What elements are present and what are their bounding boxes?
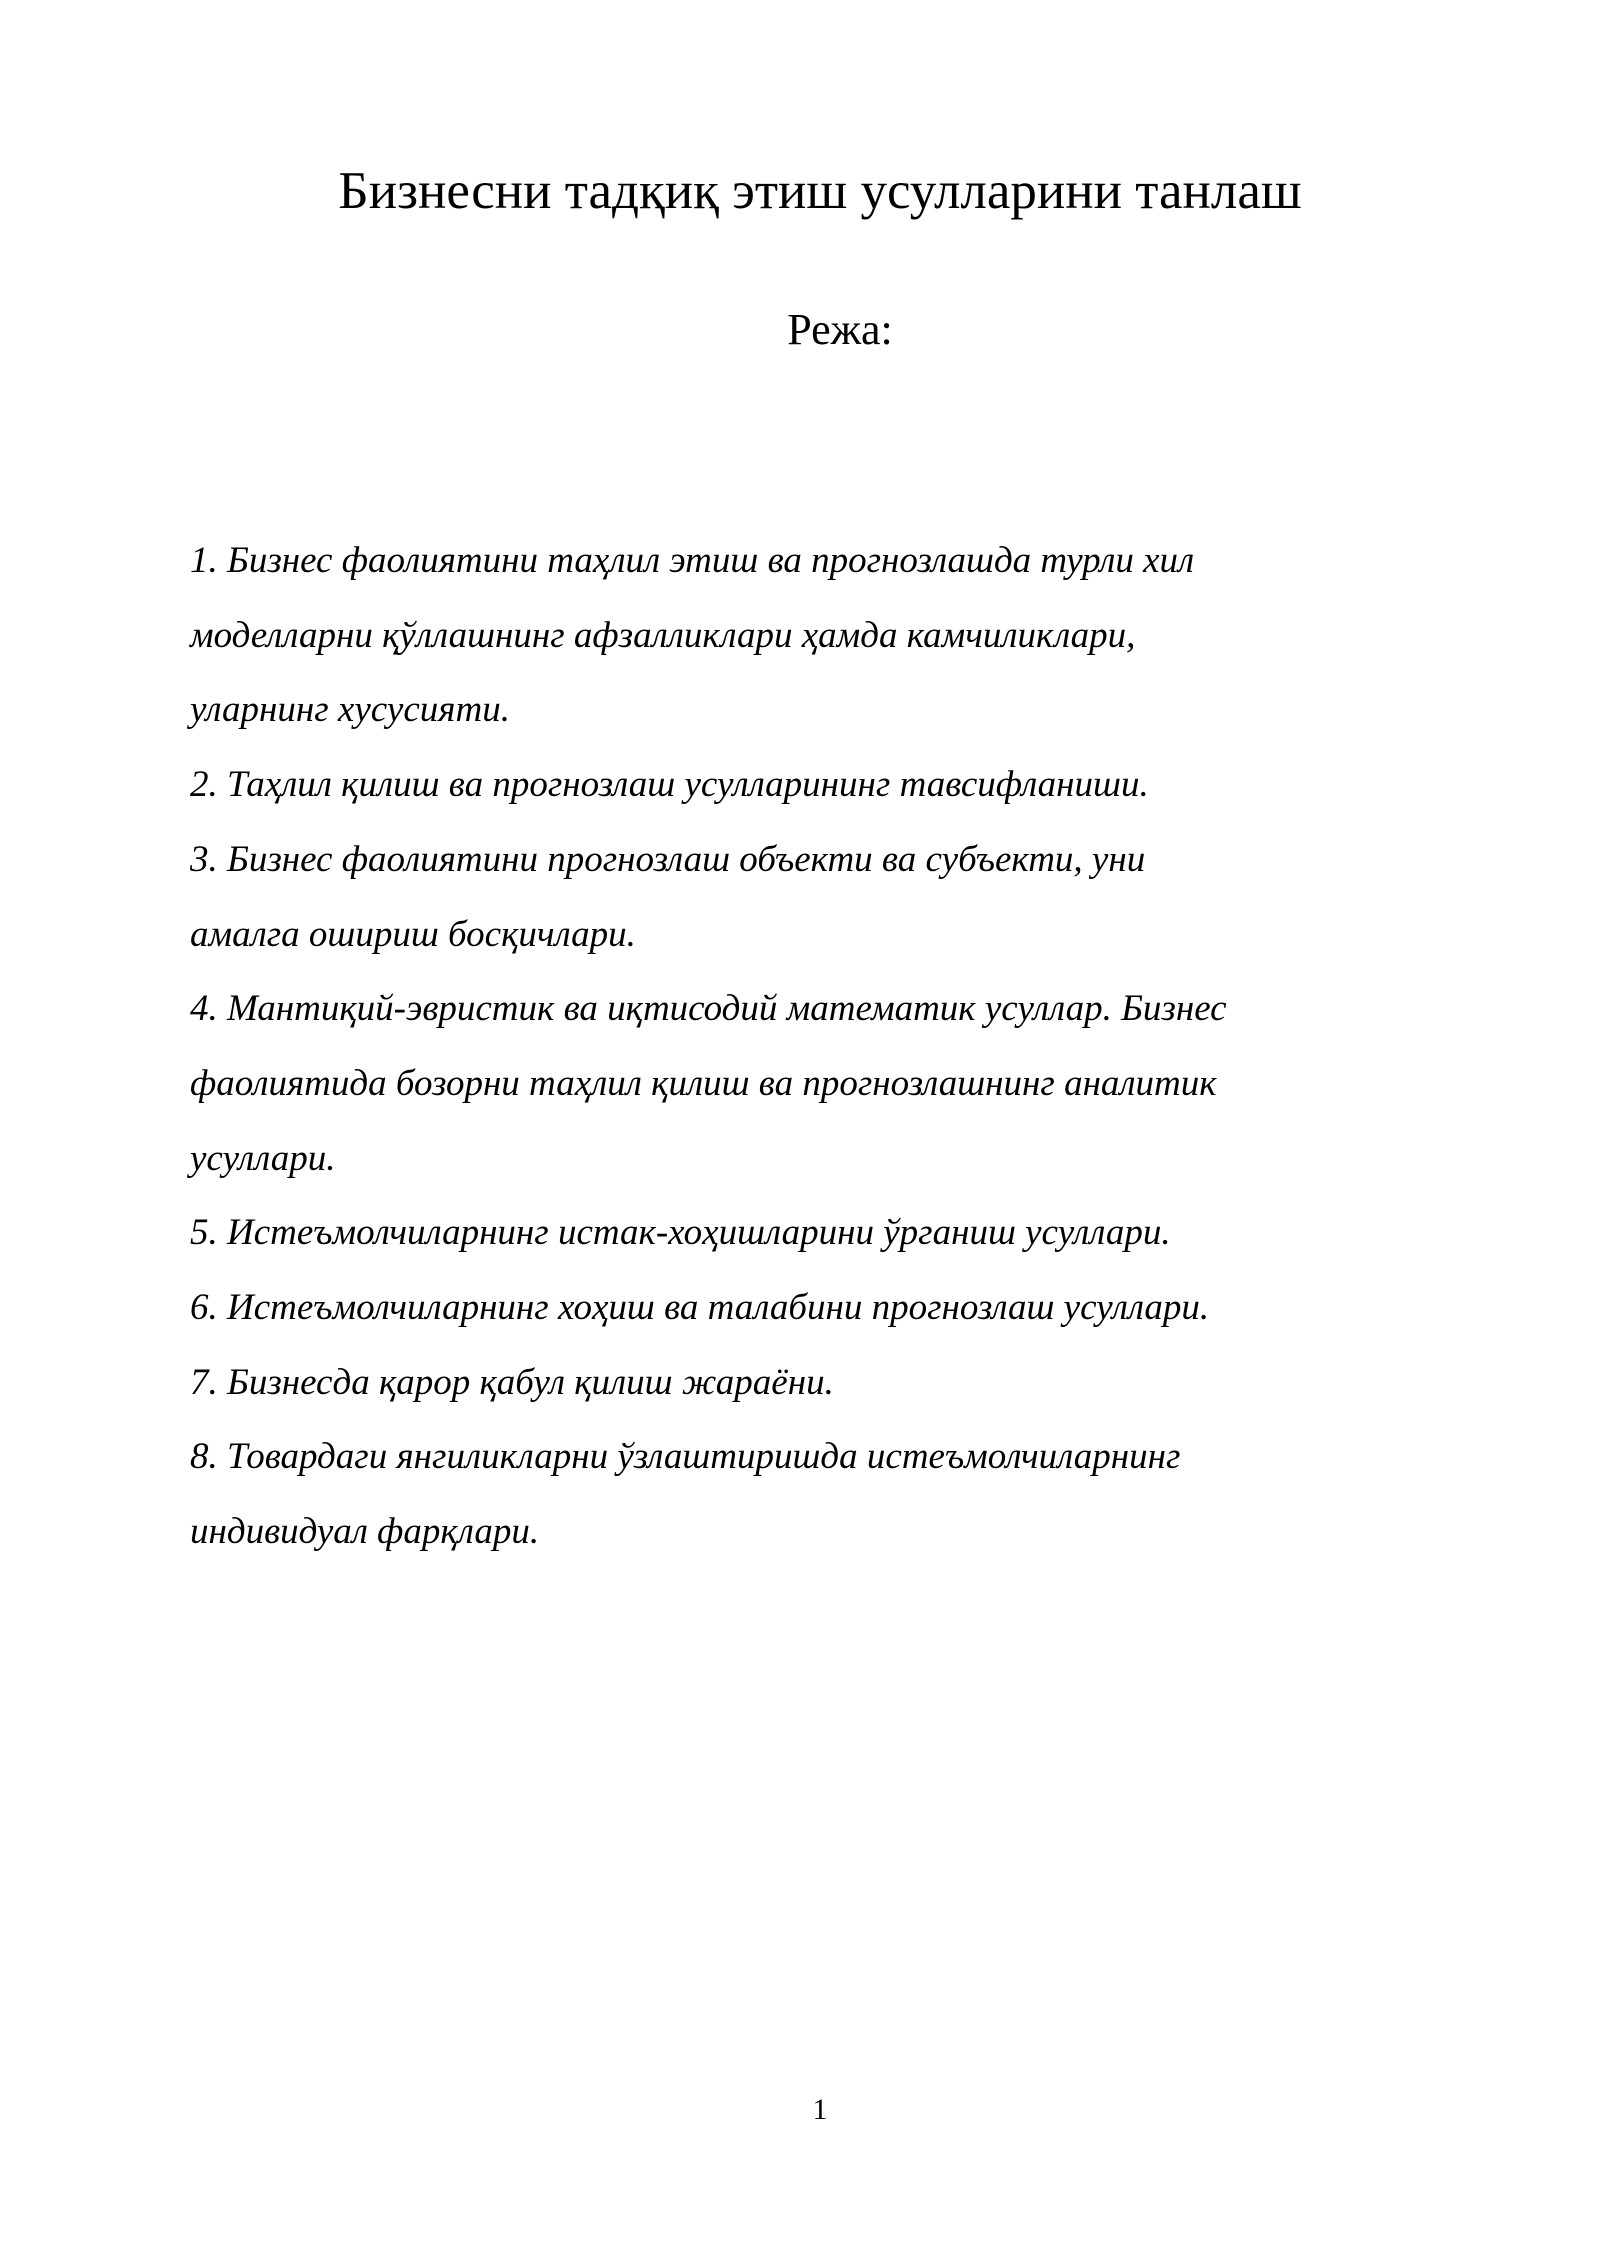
- plan-item-2: [190, 748, 1450, 823]
- plan-item-1-line-1: 1. Бизнес фаолиятини таҳлил этиш ва прогнозлашда турли хил: [190, 540, 1195, 581]
- plan-item-3: [190, 823, 1450, 972]
- plan-item-1-line-3: уларнинг хусусияти.: [190, 689, 510, 731]
- plan-item-1: [190, 524, 1450, 748]
- plan-item-7: [190, 1346, 1450, 1421]
- plan-item-3-line-2: амалга ошириш босқичлари.: [190, 913, 636, 955]
- plan-item-6: [190, 1271, 1450, 1346]
- plan-item-3-line-1: 3. Бизнес фаолиятини прогнозлаш объекти ва субъекти, уни: [190, 838, 1146, 880]
- plan-item-2-line-1: 2. Таҳлил қилиш ва прогнозлаш усулларининг тавсифланиши.: [190, 764, 1149, 806]
- page-title: Бизнесни тадқиқ этиш усулларини танлаш: [338, 162, 1302, 220]
- plan-item-4-line-3: усуллари.: [190, 1137, 336, 1179]
- plan-item-4-line-1: 4. Мантиқий-эвристик ва иқтисодий математик усуллар. Бизнес: [190, 988, 1227, 1030]
- plan-item-6-line-1: 6. Истеъмолчиларнинг хоҳиш ва талабини прогнозлаш усуллари.: [190, 1287, 1210, 1329]
- plan-heading: Режа:: [787, 305, 893, 354]
- plan-item-7-line-1: 7. Бизнесда қарор қабул қилиш жараёни.: [190, 1361, 834, 1403]
- plan-item-1-line-2: моделларни қўллашнинг афзалликлари ҳамда камчиликлари,: [190, 614, 1136, 656]
- plan-item-8-line-2: индивидуал фарқлари.: [190, 1511, 540, 1553]
- page-number: 1: [812, 2093, 828, 2126]
- plan-item-8-line-1: 8. Товардаги янгиликларни ўзлаштиришда истеъмолчиларнинг: [190, 1436, 1181, 1478]
- plan-item-8: [190, 1420, 1450, 1569]
- plan-item-4: [190, 972, 1450, 1196]
- plan-item-5-line-1: 5. Истеъмолчиларнинг истак-хоҳишларини ўрганиш усуллари.: [190, 1212, 1171, 1254]
- plan-item-4-line-2: фаолиятида бозорни таҳлил қилиш ва прогнозлашнинг аналитик: [190, 1062, 1217, 1104]
- plan-list: [190, 524, 1450, 1570]
- plan-item-5: [190, 1196, 1450, 1271]
